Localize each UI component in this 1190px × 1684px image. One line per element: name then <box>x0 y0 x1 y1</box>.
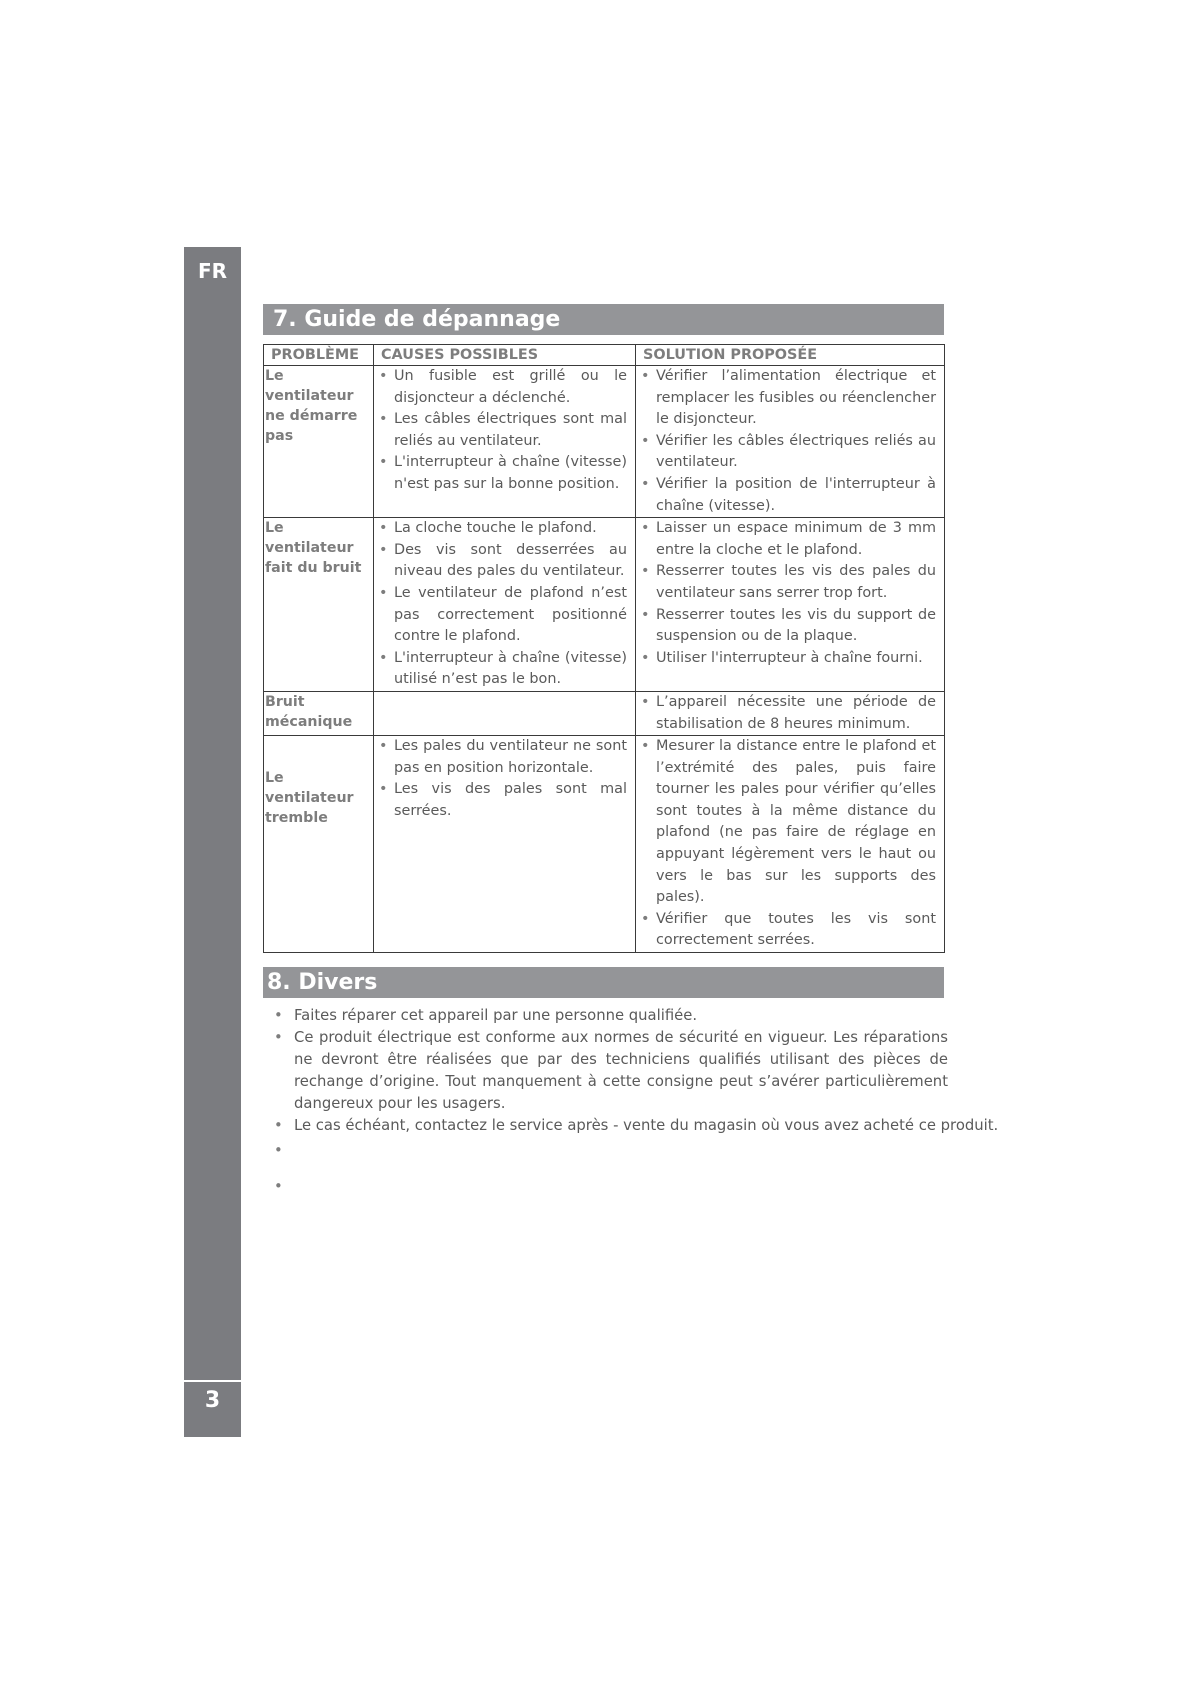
empty-list-item <box>268 1176 948 1198</box>
list-item: • Vérifier l’alimentation électrique et remplacer les fusibles ou réenclencher le disjoncteur. <box>636 366 944 431</box>
solutions-cell <box>636 736 945 953</box>
list-item: • Faites réparer cet appareil par une personne qualifiée. <box>268 1005 948 1027</box>
list-item: • Mesurer la distance entre le plafond et l’extrémité des pales, puis faire tourner les pales pour vérifier qu’elles sont toutes à la même distance du plafond (ne pas faire de réglage en appuyant légèrement vers le haut ou vers le bas sur les supports des pales). <box>636 736 944 909</box>
header-causes: CAUSES POSSIBLES <box>374 345 636 366</box>
list-item: • L'interrupteur à chaîne (vitesse) n'est pas sur la bonne position. <box>374 452 635 495</box>
problem-cell: Le ventilateur ne démarre pas <box>264 366 374 518</box>
section-8-title: 8. Divers <box>263 967 944 998</box>
causes-cell <box>374 366 636 518</box>
list-item: • Resserrer toutes les vis du support de suspension ou de la plaque. <box>636 605 944 648</box>
list-item: • Des vis sont desserrées au niveau des pales du ventilateur. <box>374 540 635 583</box>
solutions-cell <box>636 366 945 518</box>
table-row <box>264 518 945 692</box>
side-bar <box>184 247 241 1437</box>
list-item: • Utiliser l'interrupteur à chaîne fourni. <box>636 648 944 670</box>
list-item: • L'interrupteur à chaîne (vitesse) utilisé n’est pas le bon. <box>374 648 635 691</box>
list-item: • Le cas échéant, contactez le service après - vente du magasin où vous avez acheté ce produit. <box>268 1115 984 1137</box>
section-7-title: 7. Guide de dépannage <box>263 304 944 335</box>
list-item: • Les câbles électriques sont mal reliés au ventilateur. <box>374 409 635 452</box>
empty-list-item <box>268 1140 948 1162</box>
page-number: 3 <box>204 1388 221 1413</box>
list-item: • Vérifier la position de l'interrupteur à chaîne (vitesse). <box>636 474 944 517</box>
problem-cell: Le ventilateur tremble <box>264 736 374 953</box>
table-header-row <box>264 345 945 366</box>
problem-cell: Bruit mécanique <box>264 691 374 735</box>
list-item: • L’appareil nécessite une période de stabilisation de 8 heures minimum. <box>636 692 944 735</box>
header-problem: PROBLÈME <box>264 345 374 366</box>
list-item: • Vérifier que toutes les vis sont correctement serrées. <box>636 909 944 952</box>
troubleshooting-table <box>263 344 945 953</box>
list-item: • Un fusible est grillé ou le disjoncteur a déclenché. <box>374 366 635 409</box>
list-item: • Laisser un espace minimum de 3 mm entre la cloche et le plafond. <box>636 518 944 561</box>
list-item: • La cloche touche le plafond. <box>374 518 635 540</box>
list-item: • Les pales du ventilateur ne sont pas en position horizontale. <box>374 736 635 779</box>
list-item: • Les vis des pales sont mal serrées. <box>374 779 635 822</box>
solutions-cell <box>636 691 945 735</box>
side-bar-divider <box>184 1380 241 1382</box>
table-row <box>264 366 945 518</box>
table-row <box>264 691 945 735</box>
list-item: • Le ventilateur de plafond n’est pas correctement positionné contre le plafond. <box>374 583 635 648</box>
problem-cell: Le ventilateur fait du bruit <box>264 518 374 692</box>
divers-list <box>268 1005 999 1198</box>
causes-cell <box>374 518 636 692</box>
causes-cell <box>374 691 636 735</box>
language-label: FR <box>197 259 228 283</box>
solutions-cell <box>636 518 945 692</box>
list-item: • Ce produit électrique est conforme aux normes de sécurité en vigueur. Les réparations ne devront être réalisées que par des techniciens qualifiés utilisant des pièces de rechange d’origine. Tout manquement à cette consigne peut s’avérer particulièrement dangereux pour les usagers. <box>268 1027 948 1115</box>
causes-cell <box>374 736 636 953</box>
list-item: • Vérifier les câbles électriques reliés au ventilateur. <box>636 431 944 474</box>
list-item: • Resserrer toutes les vis des pales du ventilateur sans serrer trop fort. <box>636 561 944 604</box>
header-solution: SOLUTION PROPOSÉE <box>636 345 945 366</box>
table-row <box>264 736 945 953</box>
